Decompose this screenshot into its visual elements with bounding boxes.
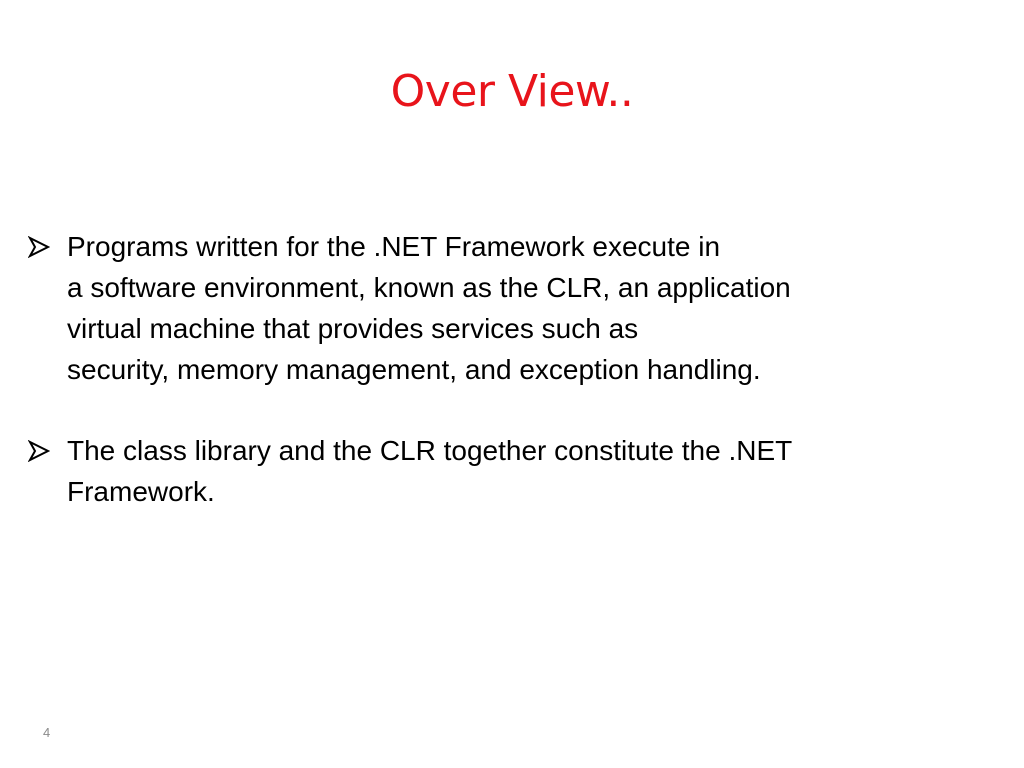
bullet-item	[28, 226, 968, 390]
page-number: 4	[43, 725, 51, 740]
bullet-text: The class library and the CLR together constitute the .NET Framework.	[67, 435, 793, 507]
bullet-list	[28, 226, 968, 552]
bullet-text: Programs written for the .NET Framework execute in a software environment, known as the CLR, an application virtual machine that provides services such as security, memory management, and exception handling.	[67, 231, 791, 385]
arrowhead-bullet-icon	[28, 440, 50, 462]
bullet-item	[28, 430, 968, 512]
slide-title: Over View..	[390, 66, 634, 117]
arrowhead-bullet-icon	[28, 236, 50, 258]
